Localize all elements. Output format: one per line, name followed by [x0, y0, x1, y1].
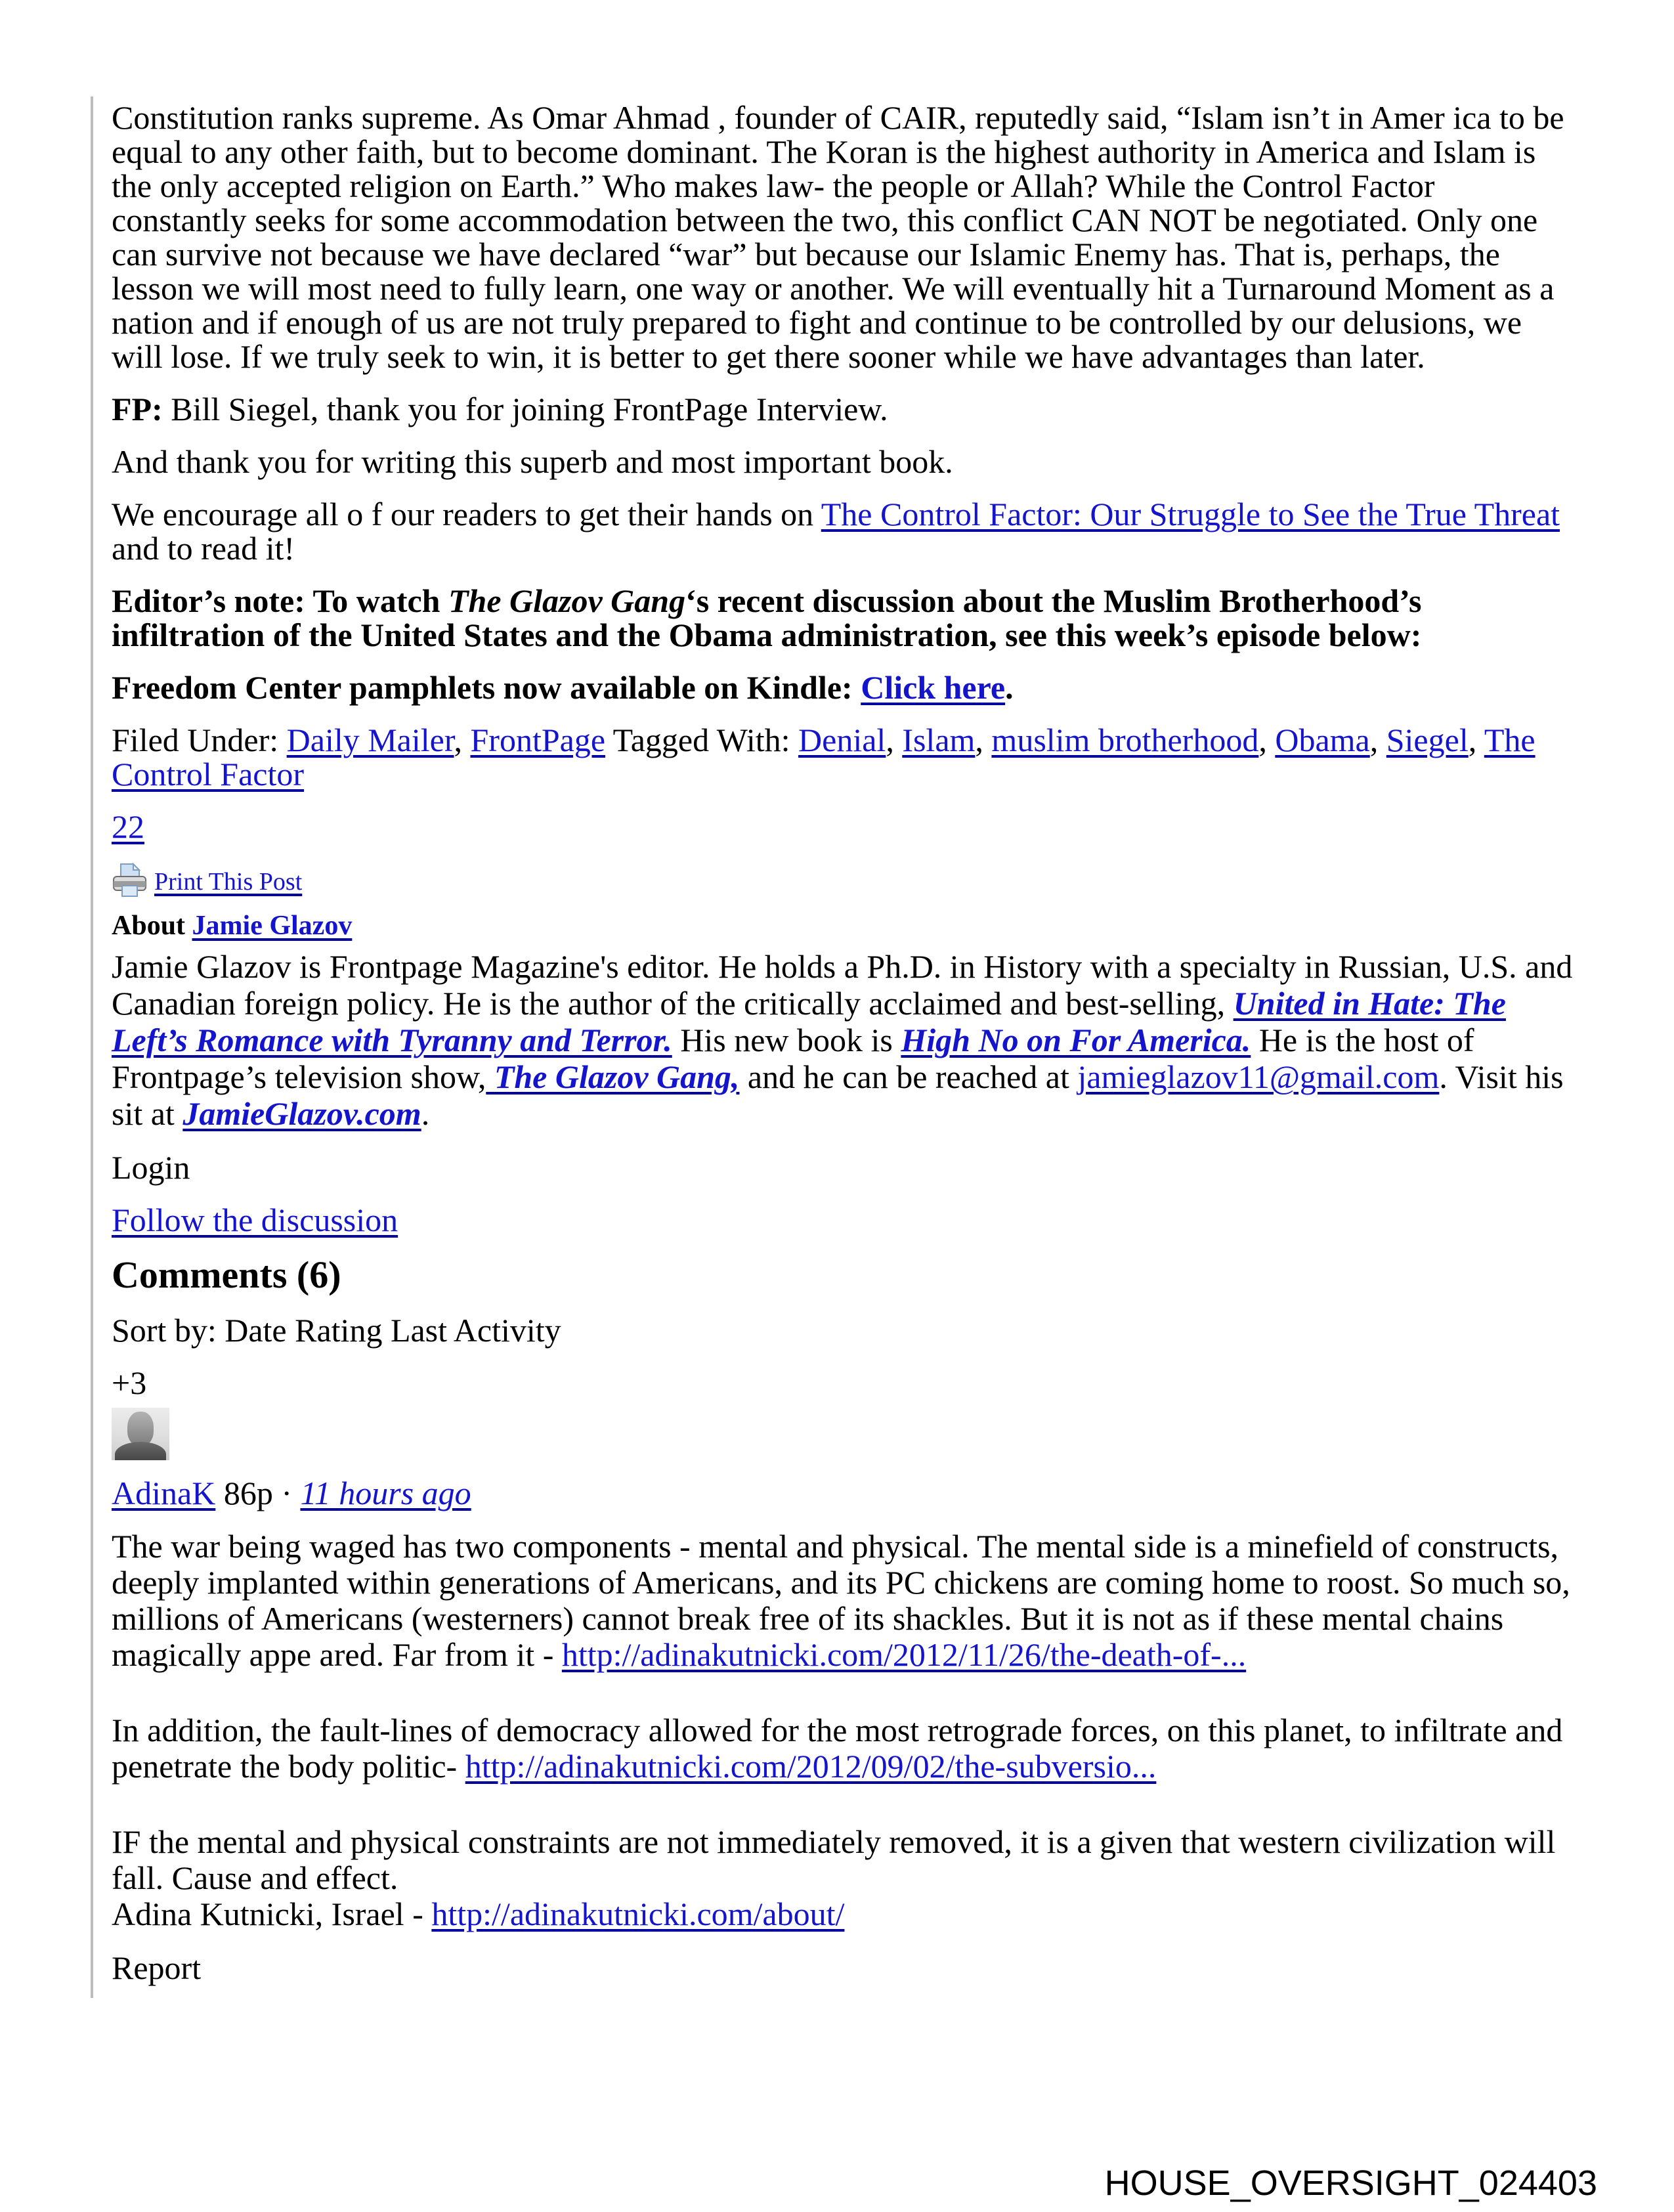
commenter-avatar: [112, 1408, 169, 1460]
bio-text: Jamie Glazov is Frontpage Magazine's editor. He holds a Ph.D. in History with a specialty in Russian, U.S. and Canadian foreign policy. He is the author of the critically acclaimed and best-selling,: [112, 948, 1573, 1022]
comment-text: The war being waged has two components - mental and physical. The mental side is a minefield of constructs, deeply implanted within generations of Americans, and its PC chickens are coming home to roost. So much so, millions of Americans (westerners) cannot break free of its shackles. But it is not as if these mental chains magically appe ared. Far from it -: [112, 1528, 1570, 1673]
filed-under-label: Filed Under:: [112, 722, 287, 758]
editors-note-suffix: ‘s recent discussion about the Muslim Brotherhood’s infiltration of the United States and the Obama administration, see this week’s episode below:: [112, 582, 1422, 653]
kindle-prefix: Freedom Center pamphlets now available on Kindle:: [112, 669, 861, 706]
fp-label: FP:: [112, 391, 163, 427]
comment-paragraph-3: [112, 1824, 1576, 1932]
comment-url-link-1[interactable]: http://adinakutnicki.com/2012/11/26/the-death-of-...: [561, 1636, 1247, 1673]
author-name-link[interactable]: Jamie Glazov: [192, 911, 353, 941]
separator: ,: [1468, 722, 1484, 758]
jamieglazov-site-link[interactable]: JamieGlazov.com: [182, 1095, 421, 1132]
comment-text: IF the mental and physical constraints are not immediately removed, it is a given that western civilization will fall. Cause and effect.: [112, 1823, 1556, 1896]
category-link-daily-mailer[interactable]: Daily Mailer: [286, 722, 454, 758]
fp-text: Bill Siegel, thank you for joining FrontPage Interview.: [162, 391, 888, 427]
author-email-link[interactable]: jamieglazov11@gmail.com: [1077, 1058, 1440, 1095]
commenter-name-link[interactable]: AdinaK: [112, 1475, 216, 1511]
separator: ,: [1369, 722, 1386, 758]
byline-separator: ·: [272, 1475, 301, 1511]
bio-text: . Visit his sit at: [112, 1058, 1564, 1132]
comments-count-link[interactable]: 22: [112, 808, 144, 845]
tagged-with-label: Tagged With:: [605, 722, 799, 758]
paragraph-encourage: [112, 497, 1576, 565]
about-label: About: [112, 911, 192, 941]
tag-link-muslim-brotherhood[interactable]: muslim brotherhood: [991, 722, 1259, 758]
sort-by-bar[interactable]: Sort by: Date Rating Last Activity: [112, 1312, 561, 1349]
united-in-hate-book-link[interactable]: United in Hate: The Left’s Romance with Tyranny and Terror.: [112, 985, 1506, 1058]
print-this-post-row: [112, 862, 1576, 898]
separator: ,: [1258, 722, 1276, 758]
tag-link-islam[interactable]: Islam: [902, 722, 976, 758]
paragraph-filed-under: [112, 723, 1576, 791]
bio-text: and he can be reached at: [739, 1058, 1078, 1095]
comment-timestamp-link[interactable]: 11 hours ago: [300, 1475, 471, 1511]
paragraph-thanks: And thank you for writing this superb and most important book.: [112, 443, 953, 480]
author-bio-paragraph: [112, 948, 1576, 1132]
separator: ,: [975, 722, 992, 758]
comments-heading: Comments (6): [112, 1253, 341, 1296]
bio-text: .: [421, 1095, 430, 1132]
paragraph-follow: [112, 1203, 1576, 1237]
new-book-link[interactable]: High No on For America.: [901, 1022, 1251, 1058]
printer-icon: [112, 862, 148, 898]
comment-text: In addition, the fault-lines of democracy allowed for the most retrograde forces, on this planet, to infiltrate and penetrate the body politic-: [112, 1712, 1563, 1785]
kindle-suffix: .: [1005, 669, 1014, 706]
document-content: [91, 97, 1576, 1998]
encourage-prefix: We encourage all o f our readers to get their hands on: [112, 496, 821, 532]
commenter-points: 86p: [223, 1475, 273, 1511]
paragraph-editors-note: [112, 584, 1576, 652]
comment-paragraph-1: [112, 1529, 1576, 1673]
report-link[interactable]: Report: [112, 1949, 202, 1986]
tag-link-denial[interactable]: Denial: [798, 722, 886, 758]
editors-note-prefix: Editor’s note: To watch: [112, 582, 448, 619]
bio-text: His new book is: [672, 1022, 901, 1058]
paragraph-kindle: [112, 670, 1576, 705]
comment-url-link-3[interactable]: http://adinakutnicki.com/about/: [431, 1896, 845, 1932]
bio-text: He is the host of Frontpage’s television show,: [112, 1022, 1474, 1095]
tag-link-the-control-factor[interactable]: The Control Factor: [112, 722, 1535, 792]
comment-paragraph-2: [112, 1712, 1576, 1785]
editors-note-show-title: The Glazov Gang: [448, 582, 686, 619]
follow-discussion-link[interactable]: Follow the discussion: [112, 1202, 398, 1238]
kindle-click-here-link[interactable]: Click here: [861, 669, 1006, 706]
paragraph-fp-intro: [112, 392, 1576, 426]
control-factor-book-link[interactable]: The Control Factor: Our Struggle to See the True Threat: [821, 496, 1560, 532]
tag-link-siegel[interactable]: Siegel: [1386, 722, 1469, 758]
avatar-head-silhouette: [127, 1412, 154, 1446]
encourage-suffix: and to read it!: [112, 530, 295, 567]
avatar-shoulders-silhouette: [115, 1442, 166, 1460]
paragraph-constitution: Constitution ranks supreme. As Omar Ahmad , founder of CAIR, reputedly said, “Islam isn’t in Amer ica to be equal to any other faith, but to become dominant. The Koran is the highest authority in America and Islam is the only accepted religion on Earth.” Who makes law- the people or Allah? While the Control Factor constantly seeks for some accommodation between the two, this conflict CAN NOT be negotiated. Only one can survive not because we have declared “war” but because our Islamic Enemy has. That is, perhaps, the lesson we will most need to fully learn, one way or another. We will eventually hit a Turnaround Moment as a nation and if enough of us are not truly prepared to fight and continue to be controlled by our delusions, we will lose. If we truly seek to win, it is better to get there sooner while we have advantages than later.: [112, 99, 1564, 375]
about-author-heading: [112, 909, 1576, 943]
comment-byline: [112, 1476, 1576, 1510]
print-this-post-link[interactable]: Print This Post: [154, 868, 303, 896]
comment-signature-text: Adina Kutnicki, Israel -: [112, 1896, 432, 1932]
bates-stamp: HOUSE_OVERSIGHT_024403: [1104, 2163, 1597, 2203]
separator: ,: [454, 722, 471, 758]
comment-vote-score: +3: [112, 1364, 147, 1401]
glazov-gang-show-link[interactable]: The Glazov Gang,: [486, 1058, 740, 1095]
comment-url-link-2[interactable]: http://adinakutnicki.com/2012/09/02/the-subversio...: [465, 1748, 1157, 1785]
tag-link-obama[interactable]: Obama: [1275, 722, 1370, 758]
login-link[interactable]: Login: [112, 1149, 190, 1186]
paragraph-comment-count: [112, 810, 1576, 844]
separator: ,: [886, 722, 903, 758]
category-link-frontpage[interactable]: FrontPage: [470, 722, 606, 758]
